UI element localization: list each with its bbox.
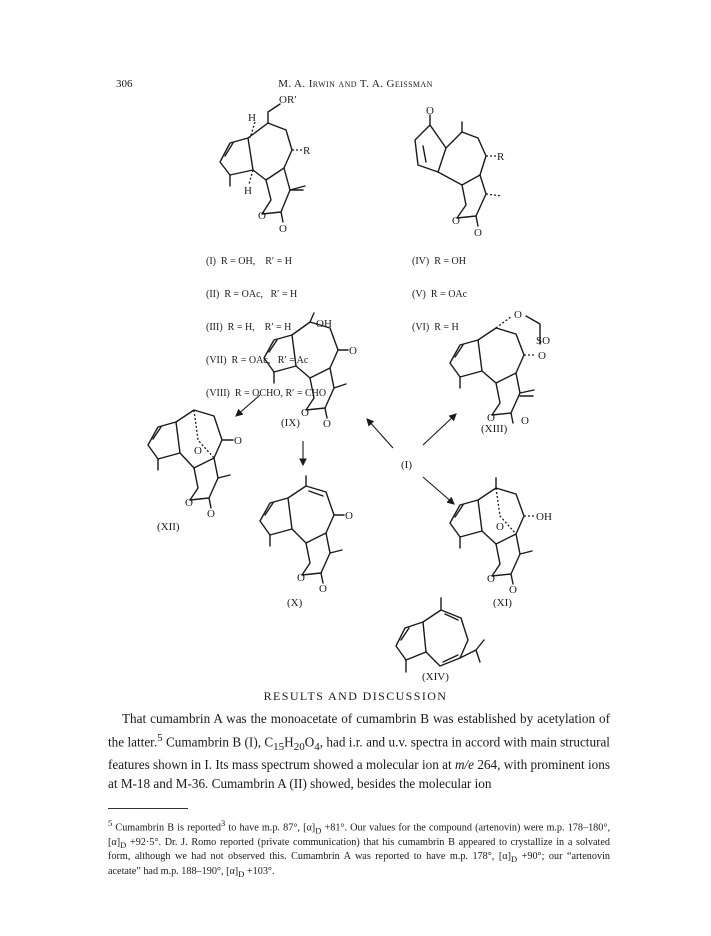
carbonyl-o-label: O — [279, 223, 287, 235]
substituent-line: (VII) R = OAc, R′ = Ac — [206, 355, 309, 366]
text-run: +90°; our “artenovin acetate” had m.p. 188–190°, [α] — [108, 851, 610, 877]
substituent-line: (I) R = OH, R′ = H — [206, 256, 292, 267]
text-run: Cumambrin B (I), C — [162, 733, 274, 749]
ring-double-bond — [423, 146, 426, 162]
structure-xii — [148, 410, 242, 533]
ketone-o-label: O — [349, 345, 357, 357]
cyclopentene-ring — [450, 340, 482, 377]
carbonyl-bond — [511, 574, 513, 584]
exo-methyl — [520, 551, 532, 554]
substituent-list-left — [206, 234, 326, 410]
text-run: +81°. Our values for the compound (artenovin) were m.p. 178–180°, [α] — [108, 822, 610, 848]
carbonyl-o-label: O — [521, 415, 529, 427]
isopropyl-branch — [476, 650, 480, 662]
arrow-to-ix — [367, 419, 393, 448]
sulfite-o1-bond — [496, 316, 512, 328]
carbonyl-o-label: O — [207, 508, 215, 520]
ring-o-label: O — [487, 412, 495, 424]
subscript-d: D — [510, 854, 518, 865]
h-bottom-bond — [249, 170, 253, 184]
structure-xiv — [396, 598, 484, 683]
section-heading: RESULTS AND DISCUSSION — [263, 689, 448, 703]
arrow-to-xi — [423, 477, 454, 504]
five-membered-ring — [396, 622, 426, 660]
cyclopentenone-ring — [415, 125, 446, 172]
ring-double-bond-3 — [443, 655, 458, 662]
carbonyl-bond — [209, 498, 211, 508]
cycloheptane-ring — [478, 488, 524, 544]
exo-methyl — [330, 550, 342, 553]
exo-methyl — [334, 384, 346, 388]
ketone-o-label: O — [345, 510, 353, 522]
cycloheptane-ring — [478, 328, 524, 383]
formula-subscript: 15 — [273, 740, 285, 753]
formula-symbol: H — [284, 733, 294, 749]
ring-double-bond-2 — [309, 491, 323, 496]
compound-label-xiv: (XIV) — [422, 671, 449, 683]
compound-label-xiii: (XIII) — [481, 423, 508, 435]
text-run: +103°. — [244, 865, 275, 877]
reference-mark: 3 — [221, 818, 226, 828]
text-run: Cumambrin B is reported — [112, 822, 222, 834]
substituent-line: (III) R = H, R′ = H — [206, 322, 292, 333]
exo-methylene — [486, 194, 502, 196]
carbonyl-bond — [476, 216, 478, 226]
lactone-ring — [190, 458, 218, 500]
carbonyl-bond — [511, 413, 513, 423]
carbonyl-o-label: O — [319, 583, 327, 595]
cyclopentene-ring — [148, 422, 180, 459]
r-label: R — [303, 145, 311, 157]
text-run: +92·5°. Dr. J. Romo reported (private communication) that his cumambrin B appeared to crystallize in a solvated form, although we had not observed this. Cumambrin A was reported to have m.p. 178°, [α] — [108, 836, 610, 863]
compound-label-ix: (IX) — [281, 417, 300, 429]
running-head: M. A. Irwin and T. A. Geissman — [278, 78, 433, 90]
structure-top-right — [415, 105, 505, 239]
text-run: That cumambrin A was the monoacetate of cumambrin B was established by acetylation of the latter. — [108, 711, 610, 749]
ring-o-label: O — [452, 215, 460, 227]
subscript-d: D — [238, 868, 245, 879]
carbonyl-o-label: O — [323, 418, 331, 430]
lactone-ring — [302, 533, 330, 575]
formula-symbol: O — [304, 733, 315, 749]
page-number: 306 — [116, 78, 133, 90]
carbonyl-bond — [281, 212, 283, 222]
exo-methyl — [218, 475, 230, 478]
footnote-mark: 5 — [108, 818, 113, 828]
ketone-o-label: O — [234, 435, 242, 447]
substituent-line: (V) R = OAc — [412, 289, 468, 300]
carbonyl-o-label: O — [509, 584, 517, 596]
cycloheptadiene-ring — [438, 132, 486, 185]
bridge-o-label: O — [496, 521, 504, 533]
h-top-label: H — [248, 112, 256, 124]
ring-o-label: O — [301, 407, 309, 419]
structure-top-left — [220, 94, 311, 235]
cycloheptanone-ring — [176, 410, 222, 468]
ring-o-label: O — [487, 573, 495, 585]
oh-label: OH — [316, 318, 332, 330]
mass-charge-symbol: m/e — [454, 757, 475, 773]
compound-label-center-i: (I) — [401, 459, 412, 471]
footnote — [108, 817, 610, 880]
text-run: , had i.r. and u.v. spectra in accord with main structural features shown in I. Its mass spectrum showed a molecular ion at — [108, 733, 610, 773]
sulfite-so: SO — [536, 335, 551, 347]
carbonyl-bond — [321, 573, 323, 583]
cyclopentene-ring — [450, 500, 482, 537]
sulfite-o-side: O — [538, 350, 546, 362]
structure-x — [260, 476, 353, 609]
oh-label: OH — [536, 511, 552, 523]
ketone-o-label: O — [426, 105, 434, 117]
formula-subscript: 20 — [293, 740, 305, 753]
compound-label-xi: (XI) — [493, 597, 512, 609]
ring-o-label: O — [258, 210, 266, 222]
text-run: 264, with prominent ions at M-18 and M-36. Cumambrin A (II) showed, besides the molecular ion — [108, 757, 610, 791]
substituent-line: (VIII) R = OCHO, R′ = CHO — [206, 388, 327, 399]
r-label: R — [497, 151, 505, 163]
compound-label-xii: (XII) — [157, 521, 180, 533]
footnote-rule — [108, 808, 188, 809]
or-bond — [268, 104, 280, 123]
bridge-o-label: O — [194, 445, 202, 457]
body-paragraph — [108, 710, 610, 793]
sulfite-o-top: O — [514, 309, 522, 321]
ring-o-label: O — [185, 497, 193, 509]
reference-mark: 5 — [157, 731, 163, 744]
subscript-d: D — [315, 825, 322, 836]
subscript-d: D — [120, 839, 127, 850]
lactone-ring — [457, 175, 486, 218]
compound-label-x: (X) — [287, 597, 303, 609]
carbonyl-o-label: O — [474, 227, 482, 239]
substituent-line: (VI) R = H — [412, 322, 459, 333]
formula-subscript: 4 — [314, 740, 320, 753]
lactone-ring — [492, 373, 520, 415]
substituent-list-right — [412, 234, 467, 344]
cycloheptenone-ring — [288, 486, 334, 543]
substituent-line: (II) R = OAc, R′ = H — [206, 289, 298, 300]
substituent-line: (IV) R = OH — [412, 256, 466, 267]
h-bottom-label: H — [244, 185, 252, 197]
ring-o-label: O — [297, 572, 305, 584]
exo-methylene — [520, 390, 534, 393]
lactone-ring — [492, 534, 520, 576]
structure-xi — [450, 478, 552, 609]
text-run: to have m.p. 87°, [α] — [225, 822, 316, 834]
arrow-to-xiii — [423, 414, 456, 445]
cyclopentene-ring — [260, 498, 292, 535]
or-prime-label: OR′ — [279, 94, 297, 106]
lactone-ring — [262, 168, 290, 214]
